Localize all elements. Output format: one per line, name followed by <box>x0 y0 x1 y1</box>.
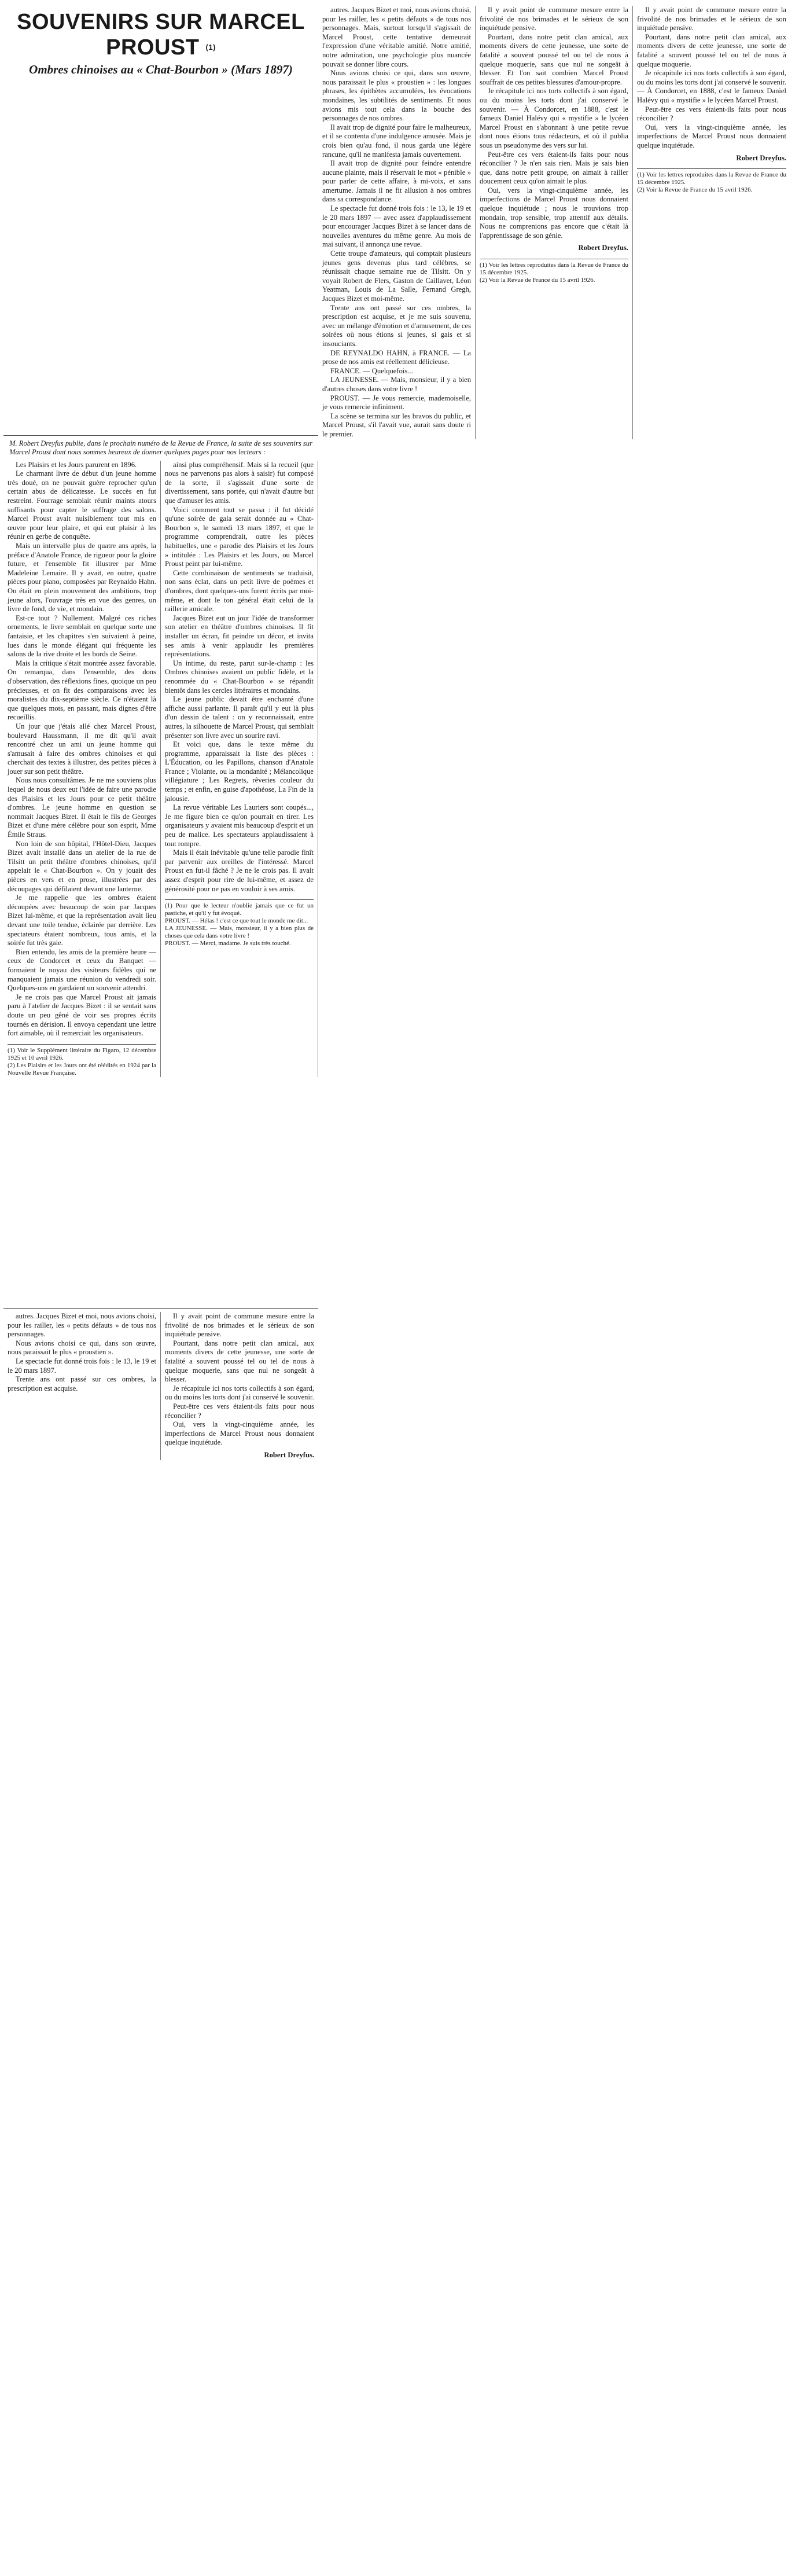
paragraph: Nous nous consultâmes. Je ne me souviens plus lequel de nous deux eut l'idée de faire une parodie des Plaisirs et les Jours pour ce petit théâtre d'ombres. Le jeune homme en question se nommait Jacques Bizet. Il était le fils de Georges Bizet et d'une mère célèbre pour son esprit, Mme Émile Straus. <box>8 776 156 839</box>
headline-block <box>3 6 318 436</box>
paragraph: Trente ans ont passé sur ces ombres, la prescription est acquise. <box>8 1375 156 1392</box>
paragraph: Nous avions choisi ce qui, dans son œuvre, nous paraissait le plus « proustien » : les longues phrases, les épithètes accumulées, les évocations mondaines, les subtilités de sentiments. Et nous avions mis tout cela dans la bouche des personnages de nos ombres. <box>322 69 471 123</box>
paragraph: Voici comment tout se passa : il fut décidé qu'une soirée de gala serait donnée au « Chat-Bourbon », le samedi 13 mars 1897, et que le programme comprendrait, outre les pièces habituelles, une « parodie des Plaisirs et les Jours » intitulée : Les Plaisirs et les Jours, ou Marcel Proust peint par lui-même. <box>165 505 314 568</box>
paragraph: Il avait trop de dignité pour faire le malheureux, et il se contenta d'une indulgence amusée. Mais je crois bien qu'au fond, il nous garda une légère rancune, qu'il ne manifesta jamais ouvertement. <box>322 123 471 159</box>
paragraph: Il y avait point de commune mesure entre la frivolité de nos brimades et le sérieux de son inquiétude pensive. <box>637 6 786 32</box>
dialogue-line: PROUST. — Je vous remercie, mademoiselle, je vous remercie infiniment. <box>322 394 471 411</box>
continuation-column-1 <box>3 1312 161 1460</box>
paragraph: Le spectacle fut donné trois fois : le 13, le 19 et le 20 mars 1897. <box>8 1357 156 1375</box>
article-title: SOUVENIRS SUR MARCEL PROUST $^{(1)}$ <box>17 10 305 60</box>
column-3 <box>318 6 476 439</box>
paragraph: Les Plaisirs et les Jours parurent en 1896. <box>16 460 137 469</box>
footnote: (2) Les Plaisirs et les Jours ont été réédités en 1924 par la Nouvelle Revue Française. <box>8 1061 156 1076</box>
paragraph: Oui, vers la vingt-cinquième année, les imperfections de Marcel Proust nous donnaient quelque inquiétude. <box>165 1420 314 1447</box>
paragraph: Pourtant, dans notre petit clan amical, aux moments divers de cette jeunesse, une sorte de fatalité a souvent poussé tel ou tel de nous à quelque moquerie, sans que nul ne songeât à blesser. Et l'on sait combien Marcel Proust souffrait de ces petites blessures d'amour-propre. <box>480 32 628 86</box>
paragraph: autres. Jacques Bizet et moi, nous avions choisi, pour les railler, les « petits défauts » de tous nos personnages. Mais, surtout lorsqu'il s'agissait de Marcel Proust, cette tentative demeurait l'expression d'une véritable amitié. Notre amitié, notre admiration, une psychologie plus nuancée pouvait se donner libre cours. <box>322 6 471 68</box>
paragraph: Est-ce tout ? Nullement. Malgré ces riches ornements, le livre semblait en quelque sorte une fantaisie, et les chapitres s'en suivaient à peine, lues dans le monde élégant qui fréquente les salons de la rive droite et les bords de Seine. <box>8 613 156 659</box>
paragraph: Mais la critique s'était montrée assez favorable. On remarqua, dans l'ensemble, des dons d'observation, des réflexions fines, quoique un peu précieuses, et on fit des comparaisons avec les moralistes du dix-septième siècle. Ce n'étaient là que quelques mots, en passant, mais dignes d'être recueillis. <box>8 659 156 722</box>
paragraph: Bien entendu, les amis de la première heure — ceux de Condorcet et ceux du Banquet — formaient le noyau des visiteurs fidèles qui ne manquaient jamais une réunion du vendredi soir. Quelques-uns en gardaient un souvenir attendri. <box>8 947 156 993</box>
paragraph: Je ne crois pas que Marcel Proust ait jamais paru à l'atelier de Jacques Bizet : il se sentait sans doute un peu gêné de voir ses propres écrits tournés en dérision. Il envoya cependant une lettre fort aimable, où il remerciait les organisateurs. <box>8 993 156 1038</box>
paragraph: Je me rappelle que les ombres étaient découpées avec beaucoup de soin par Jacques Bizet lui-même, et que la représentation avait lieu devant une toile tendue, éclairée par derrière. Les spectateurs étaient nombreux, tous amis, et la soirée fut très gaie. <box>8 894 156 947</box>
paragraph: Cette combinaison de sentiments se traduisit, non sans éclat, dans un petit livre de poèmes et d'ombres, dont quelques-uns furent écrits par moi-même, et dont le ton général était celui de la raillerie amicale. <box>165 568 314 613</box>
column-5 <box>633 6 790 439</box>
paragraph: Cette troupe d'amateurs, qui comptait plusieurs jeunes gens devenus plus tard célèbres, se réunissait chaque semaine rue de Tilsitt. On y voyait Robert de Flers, Gaston de Caillavet, Léon Yeatman, Louis de La Salle, Fernand Gregh, Jacques Bizet et moi-même. <box>322 249 471 303</box>
paragraph: Il y avait point de commune mesure entre la frivolité de nos brimades et le sérieux de son inquiétude pensive. <box>480 6 628 32</box>
author-signature: Robert Dreyfus. <box>264 1450 314 1459</box>
footnote: PROUST. — Hélas ! c'est ce que tout le monde me dit... <box>165 917 308 925</box>
article-grid <box>3 6 790 1077</box>
paragraph: Un jour que j'étais allé chez Marcel Proust, boulevard Haussmann, il me dit qu'il avait rencontré chez un ami un jeune homme qui s'amusait à faire des ombres chinoises et qui cherchait des textes à illustrer, des petites pièces à jouer sur son petit théâtre. <box>8 722 156 776</box>
paragraph: Un intime, du reste, parut sur-le-champ : les Ombres chinoises avaient un public fidèle, et la renommée du « Chat-Bourbon » se répandit bientôt dans les cercles littéraires et mondains. <box>165 659 314 694</box>
author-signature: Robert Dreyfus. <box>736 153 786 162</box>
footnotes <box>480 259 628 284</box>
paragraph: Le spectacle fut donné trois fois : le 13, le 19 et le 20 mars 1897 — avec assez d'applaudissement pour encourager Jacques Bizet à se lancer dans de nouvelles aventures du même genre. Au mois de mai suivant, il annonça une revue. <box>322 204 471 249</box>
paragraph: Et voici que, dans le texte même du programme, apparaissait la liste des pièces : L'Éducation, ou les Papillons, chanson d'Anatole France ; Violante, ou la mondanité ; Mélancolique villégiature ; Les Regrets, rêveries couleur du temps ; et enfin, en guise d'apothéose, La Fin de la jalousie. <box>165 740 314 803</box>
footnote: (1) Pour que le lecteur n'oublie jamais que ce fut un pastiche, et qu'il y fut évoqué. <box>165 902 314 917</box>
paragraph: Il avait trop de dignité pour feindre entendre aucune plainte, mais il réservait le mot « pénible » pour parler de cette affaire, à mi-voix, et sans amertume. Jamais il ne fit allusion à nos ombres dans sa correspondance. <box>322 159 471 204</box>
dialogue-line: LA JEUNESSE. — Mais, monsieur, il y a bien d'autres choses dans votre livre ! <box>322 376 471 393</box>
footnote: (1) Voir le Supplément littéraire du Figaro, 12 décembre 1925 et 10 avril 1926. <box>8 1046 156 1061</box>
paragraph: Oui, vers la vingt-cinquième année, les imperfections de Marcel Proust nous donnaient quelque inquiétude. <box>637 123 786 149</box>
footnotes <box>637 168 786 194</box>
dialogue-block <box>322 349 471 412</box>
footnote: (1) Voir les lettres reproduites dans la Revue de France du 15 décembre 1925. <box>637 171 786 186</box>
paragraph: Le charmant livre de début d'un jeune homme très doué, on ne pouvait guère reprocher qu'un certain abus de délicatesse. Le succès en fut restreint. Fourrage semblait réunir maints atours suffisants pour capter le suffrage des salons. Marcel Proust avait nuisiblement tout mis en œuvre pour leur plaire, et qui eut plaisir à les réunir en gerbe de conquête. <box>8 469 156 541</box>
paragraph: Mais un intervalle plus de quatre ans après, la préface d'Anatole France, de rigueur pour la gloire future, et l'ensemble fit illustrer par Mme Madeleine Lemaire. Il y avait, en outre, quatre pièces pour piano, composées par Reynaldo Hahn. On était en plein mouvement des ambitions, trop jeune alors, l'ouvrage très en vue des genres, un livre de fond, de vie, et mondain. <box>8 542 156 613</box>
continuation-column-2 <box>161 1312 318 1460</box>
paragraph: Oui, vers la vingt-cinquième année, les imperfections de Marcel Proust nous donnaient quelque inquiétude ; nous le trouvions trop mondain, trop sensible, trop attentif aux détails. Nous ne comprenions pas encore que c'était là l'apprentissage de son génie. <box>480 186 628 240</box>
continuation-block <box>3 1308 318 1460</box>
footnote: (1) Voir les lettres reproduites dans la Revue de France du 15 décembre 1925. <box>480 262 628 277</box>
footnote: (2) Voir la Revue de France du 15 avril 1926. <box>480 277 595 284</box>
paragraph: La scène se termina sur les bravos du public, et Marcel Proust, s'il l'avait vue, aurait sans doute ri le premier. <box>322 411 471 438</box>
paragraph: Peut-être ces vers étaient-ils faits pour nous réconcilier ? Je n'en sais rien. Mais je sais bien que, dans notre petit groupe, on aimait à railler doucement ceux qu'on aimait le plus. <box>480 150 628 186</box>
article-intro: M. Robert Dreyfus publie, dans le prochain numéro de la Revue de France, la suite de ses souvenirs sur Marcel Proust dont nous sommes heureux de donner quelques pages pour nos lecteurs : <box>9 439 312 457</box>
paragraph: Pourtant, dans notre petit clan amical, aux moments divers de cette jeunesse, une sorte de fatalité a souvent poussé tel ou tel de nous à quelque moquerie. <box>637 32 786 68</box>
paragraph: Pourtant, dans notre petit clan amical, aux moments divers de cette jeunesse, une sorte de fatalité a souvent poussé tel ou tel de nous à quelque moquerie, sans que nul ne songeât à blesser. <box>165 1339 314 1384</box>
paragraph: Mais il était inévitable qu'une telle parodie finît par parvenir aux oreilles de l'intéressé. Marcel Proust en fut-il fâché ? Je ne le crois pas. Il avait assez d'esprit pour rire de lui-même, et assez de générosité pour ne pas en vouloir à ses amis. <box>165 848 314 893</box>
article-subtitle: Ombres chinoises au « Chat-Bourbon » (Mars 1897) <box>29 63 293 76</box>
paragraph: ainsi plus compréhensif. Mais si la recueil (que nous ne parvenons pas alors à saisir) fut composé de la sorte, il s'agissait d'une sorte de divertissement, sans portée, qui n'avait d'autre but que d'amuser les amis. <box>165 460 314 505</box>
column-2 <box>161 461 318 1077</box>
dialogue-line: FRANCE. — Quelquefois... <box>330 366 413 375</box>
paragraph: Je récapitule ici nos torts collectifs à son égard, ou du moins les torts dont j'ai conservé le souvenir. — À Condorcet, en 1888, c'est le fameux Daniel Halévy qui « mystifie » le lycéen Marcel Proust. <box>637 69 786 104</box>
paragraph: Je récapitule ici nos torts collectifs à son égard, ou du moins les torts dont j'ai conservé le souvenir. <box>165 1384 314 1402</box>
paragraph: Non loin de son hôpital, l'Hôtel-Dieu, Jacques Bizet avait installé dans un atelier de la rue de Tilsitt un petit théâtre d'ombres chinoises, qu'il appelait le « Chat-Bourbon ». On y jouait des pièces en vers et en prose, illustrées par des découpages qui défilaient devant une lanterne. <box>8 839 156 893</box>
column-4 <box>476 6 633 439</box>
footnote: LA JEUNESSE. — Mais, monsieur, il y a bien plus de choses que cela dans votre livre ! <box>165 925 314 940</box>
author-signature: Robert Dreyfus. <box>578 244 628 252</box>
paragraph: Peut-être ces vers étaient-ils faits pour nous réconcilier ? <box>637 105 786 123</box>
footnotes <box>8 1044 156 1077</box>
column-1 <box>3 461 161 1077</box>
paragraph: Il y avait point de commune mesure entre la frivolité de nos brimades et le sérieux de son inquiétude pensive. <box>165 1312 314 1339</box>
footnote: PROUST. — Merci, madame. Je suis très touché. <box>165 940 291 947</box>
paragraph: autres. Jacques Bizet et moi, nous avions choisi, pour les railler, les « petits défauts » de tous nos personnages. <box>8 1312 156 1339</box>
paragraph: Le jeune public devait être enchanté d'une affiche aussi parlante. Il paraît qu'il y eut là plus d'un dessin de talent : on y reconnaissait, entre autres, la silhouette de Marcel Proust, qui semblait présenter son livre avec un sourire ravi. <box>165 695 314 740</box>
paragraph: Nous avions choisi ce qui, dans son œuvre, nous paraissait le plus « proustien ». <box>8 1339 156 1357</box>
paragraph: Trente ans ont passé sur ces ombres, la prescription est acquise, et je me suis souvenu, avec un mélange d'émotion et d'amusement, de ces soirées où nous étions si jeunes, si gais et si insouciants. <box>322 303 471 348</box>
paragraph: La revue véritable Les Lauriers sont coupés..., Je me figure bien ce qu'on pourrait en tirer. Les organisateurs y avaient mis beaucoup d'esprit et un peu de malice. Les spectateurs applaudissaient à tout rompre. <box>165 803 314 848</box>
paragraph: Je récapitule ici nos torts collectifs à son égard, ou du moins les torts dont j'ai conservé le souvenir. — À Condorcet, en 1888, c'est le fameux Daniel Halévy qui « mystifie » le lycéen Marcel Proust en s'abonnant à une petite revue dont nous étions tous rédacteurs, et où il publia sous un pseudonyme des vers sur lui. <box>480 87 628 149</box>
paragraph: Peut-être ces vers étaient-ils faits pour nous réconcilier ? <box>165 1402 314 1420</box>
paragraph: Jacques Bizet eut un jour l'idée de transformer son atelier en théâtre d'ombres chinoises. Il fit installer un écran, fit peindre un décor, et invita ses amis à venir applaudir les premières représentations. <box>165 613 314 659</box>
footnote: (2) Voir la Revue de France du 15 avril 1926. <box>637 186 753 194</box>
footnotes <box>165 899 314 947</box>
dialogue-line: DE REYNALDO HAHN, à FRANCE. — La prose de nos amis est réellement délicieuse. <box>322 348 471 366</box>
